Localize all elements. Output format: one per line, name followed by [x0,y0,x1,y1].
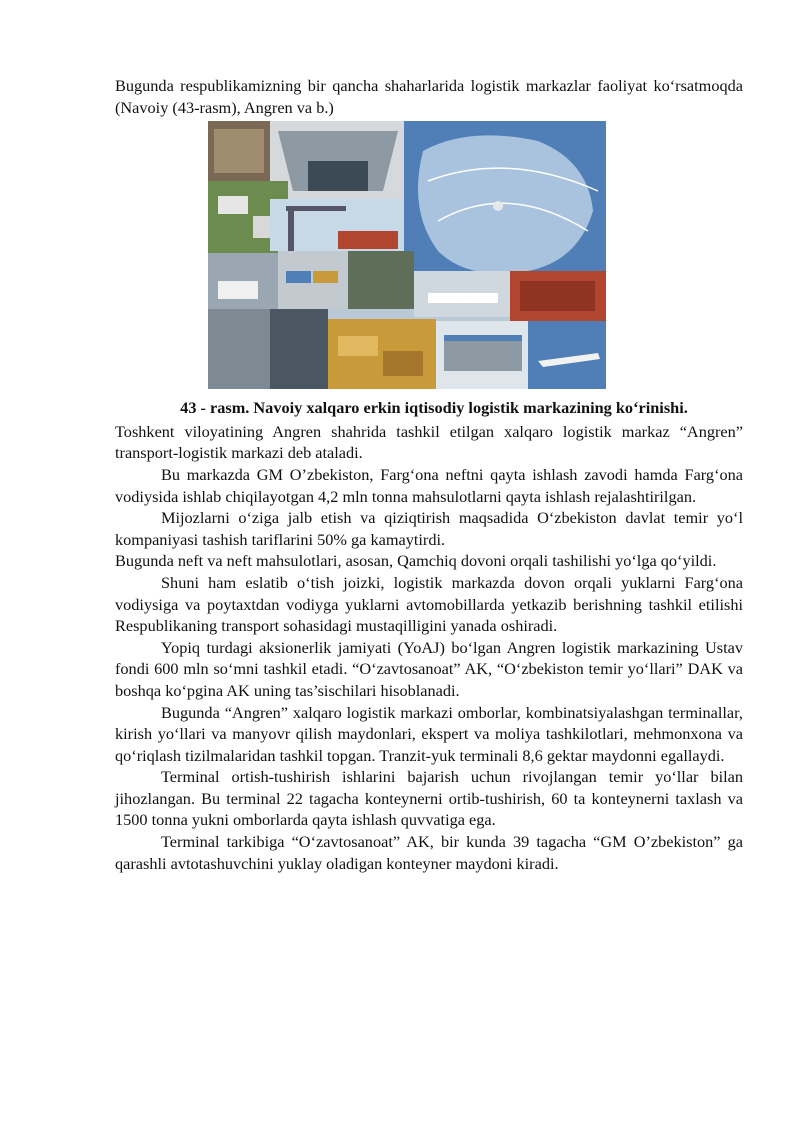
paragraph: Bu markazda GM O’zbekiston, Farg‘ona neftni qayta ishlash zavodi hamda Farg‘ona vodiysida ishlab chiqilayotgan 4,2 mln tonna mahsulotlarni qayta ishlash rejalashtirilgan. [115,464,743,506]
paragraph: Shuni ham eslatib o‘tish joizki, logistik markazda dovon orqali yuklarni Farg‘ona vodiysiga va poytaxtdan vodiyga yuklarni avtomobillarda yetkazib berishning tashkil etilishi Respublikaning transport sohasidagi mustaqilligini yanada oshiradi. [115,572,743,636]
paragraph: Bugunda neft va neft mahsulotlari, asosan, Qamchiq dovoni orqali tashilishi yo‘lga qo‘yildi. [115,551,717,571]
paragraph: Terminal tarkibiga “O‘zavtosanoat” AK, bir kunda 39 tagacha “GM O’zbekiston” ga qarashli avtotashuvchini yuklay oladigan konteyner maydoni kiradi. [115,832,743,873]
paragraph: Yopiq turdagi aksionerlik jamiyati (YoAJ) bo‘lgan Angren logistik markazining Ustav fondi 600 mln so‘mni tashkil etadi. “O‘zavtosanoat” AK, “O‘zbekiston temir yo‘llari” DAK va boshqa ko‘pgina AK uning tas’sischilari hisoblanadi. [115,637,743,700]
figure-caption: 43 - rasm. Navoiy xalqaro erkin iqtisodiy logistik markazining ko‘rinishi. [180,398,688,418]
paragraph: Terminal ortish-tushirish ishlarini bajarish uchun rivojlangan temir yo‘llar bilan jihozlangan. Bu terminal 22 tagacha konteynerni ortib-tushirish, 60 ta konteynerni taxlash va 1500 tonna yukni omborlarda qayta ishlash quvvatiga ega. [115,767,743,830]
figure-collage-image [208,121,606,389]
paragraph: Toshkent viloyatining Angren shahrida tashkil etilgan xalqaro logistik markaz “Angren” transport-logistik markazi deb ataladi. [115,421,743,463]
document-page [115,75,743,874]
collage-illustration [208,121,606,389]
railway-photo [348,251,414,309]
warehouse-interior-photo [270,309,328,389]
paragraph: Mijozlarni o‘ziga jalb etish va qiziqtirish maqsadida O‘zbekiston davlat temir yo‘l kompaniyasi tashish tariflarini 50% ga kamaytirdi. [115,508,743,549]
loading-dock-photo [208,309,270,389]
paragraph: Bugunda “Angren” xalqaro logistik markazi omborlar, kombinatsiyalashgan terminallar, kirish yo‘llari va manyovr qilish maydonlari, ekspert va moliya tashkilotlari, mehmonxona va qo‘riqlash tizilmalaridan tashkil topgan. Tranzit-yuk terminali 8,6 gektar maydonni egallaydi. [115,702,743,765]
map-hub-marker [493,201,503,211]
paragraph-intro: Bugunda respublikamizning bir qancha shaharlarida logistik markazlar faoliyat ko‘rsatmoqda (Navoiy (43-rasm), Angren va b.) [115,76,743,117]
